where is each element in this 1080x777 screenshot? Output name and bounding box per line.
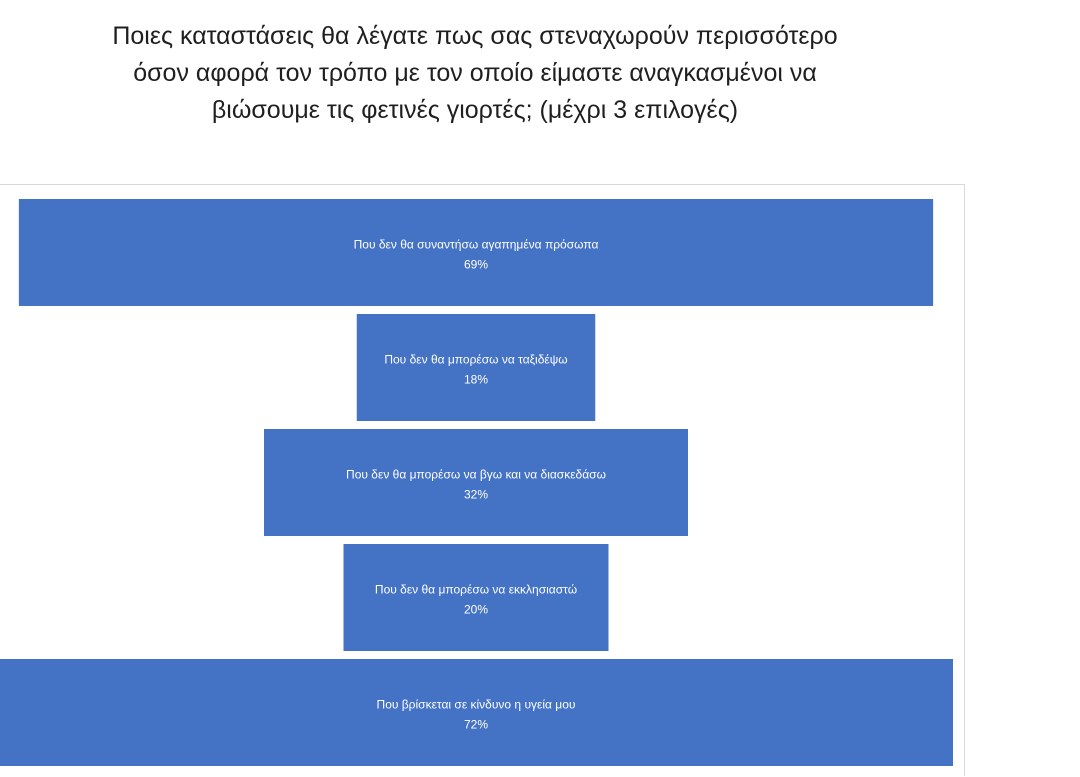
bar-category-label: Που δεν θα μπορέσω να ταξιδέψω (384, 352, 568, 367)
bar-5 (0, 659, 953, 766)
bar-category-label: Που δεν θα συναντήσω αγαπημένα πρόσωπα (353, 237, 599, 252)
chart-title: Ποιες καταστάσεις θα λέγατε πως σας στεναχωρούν περισσότερο όσον αφορά τον τρόπο με τον οποίο είμαστε αναγκασμένοι να βιώσουμε τις φετινές γιορτές; (μέχρι 3 επιλογές) (112, 22, 838, 124)
bar-category-label: Που βρίσκεται σε κίνδυνο η υγεία μου (376, 697, 576, 712)
bar-2 (357, 314, 596, 421)
bar-category-label: Που δεν θα μπορέσω να βγω και να διασκεδάσω (346, 467, 606, 482)
bar-1 (19, 199, 933, 306)
bar-value-label: 69% (463, 257, 489, 272)
bar-value-label: 32% (463, 487, 489, 502)
bar-3 (264, 429, 688, 536)
bar-4 (344, 544, 609, 651)
bar-category-label: Που δεν θα μπορέσω να εκκλησιαστώ (374, 582, 578, 597)
bar-value-label: 72% (463, 717, 489, 732)
funnel-chart (0, 185, 965, 777)
bar-value-label: 18% (463, 372, 489, 387)
bar-value-label: 20% (463, 602, 489, 617)
chart-area (0, 184, 965, 776)
